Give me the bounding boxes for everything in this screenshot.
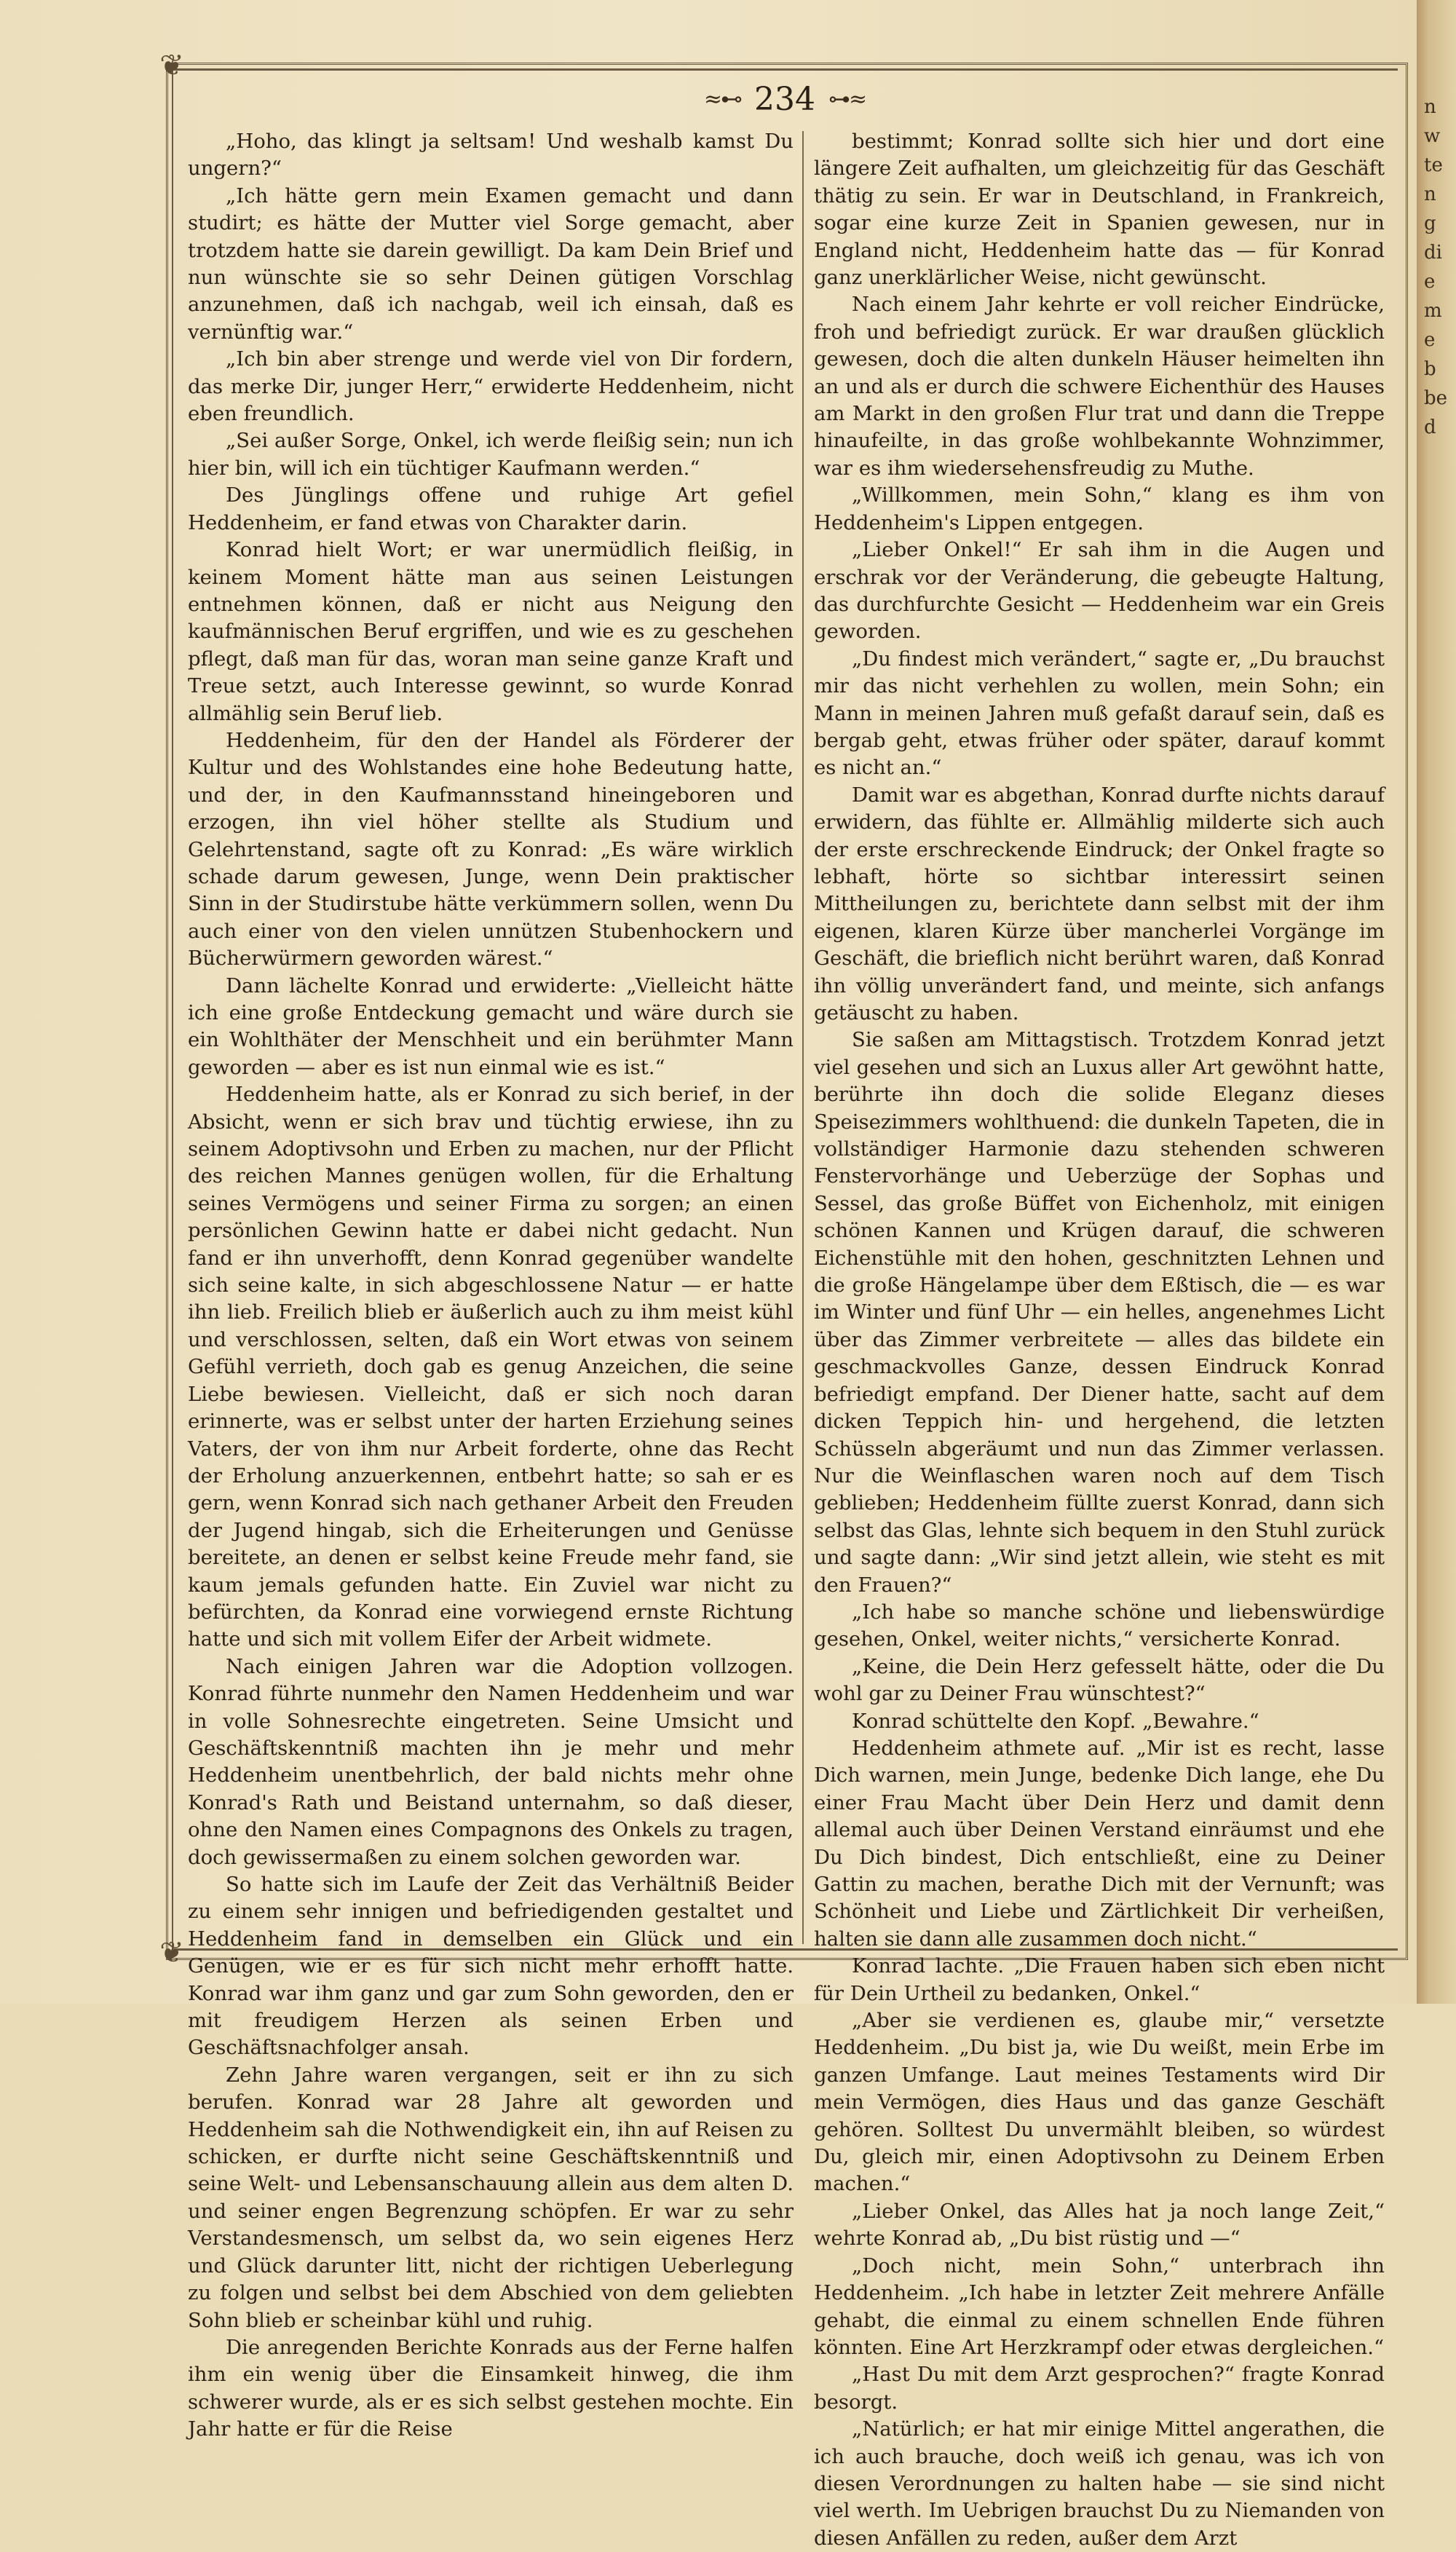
corner-ornament-icon: ❦ xyxy=(159,49,184,82)
paragraph: Nach einigen Jahren war die Adoption vollzogen. Konrad führte nunmehr den Namen Heddenheim und war in volle Sohnesrechte eingetreten. Seine Umsicht und Geschäftskenntniß machten ihn je mehr und mehr Heddenheim unentbehrlich, der bald nichts mehr ohne Konrad's Rath und Beistand unternahm, so daß dieser, ohne den Namen eines Compagnons des Onkels zu tragen, doch gewissermaßen zu einem solchen geworden war. xyxy=(188,1654,794,1869)
binding-text-fragment: te xyxy=(1424,154,1443,176)
paragraph: Sie saßen am Mittagstisch. Trotzdem Konrad jetzt viel gesehen und sich an Luxus aller Art gewöhnt hatte, berührte ihn doch die solide Eleganz dieses Speisezimmers wohlthuend: die dunkeln Tapeten, die in vollständiger Harmonie dazu stehenden schweren Fenstervorhänge und Ueberzüge der Sophas und Sessel, das große Büffet von Eichenholz, mit einigen schönen Kannen und Krügen darauf, die schweren Eichenstühle mit den hohen, geschnitzten Lehnen und die große Hängelampe über dem Eßtisch, die — es war im Winter und fünf Uhr — ein helles, angenehmes Licht über das Zimmer verbreitete — alles das bildete ein geschmackvolles Ganze, dessen Eindruck Konrad befriedigt empfand. Der Diener hatte, sacht auf dem dicken Teppich hin- und hergehend, die letzten Schüsseln abgeräumt und nun das Zimmer verlassen. Nur die Weinflaschen waren noch auf dem Tisch geblieben; Heddenheim füllte zuerst Konrad, dann sich selbst das Glas, lehnte sich bequem in den Stuhl zurück und sagte dann: „Wir sind jetzt allein, wie steht es mit den Frauen?“ xyxy=(814,1028,1385,1597)
paragraph: Heddenheim, für den der Handel als Förderer der Kultur und des Wohlstandes eine hohe Bedeutung hatte, und der, in den Kaufmannsstand hineingeboren und erzogen, ihn viel höher stellte als Studium und Gelehrtenstand, sagte oft zu Konrad: „Es wäre wirklich schade darum gewesen, Junge, wenn Dein praktischer Sinn in der Studirstube hätte verkümmern sollen, wenn Du auch einer von den vielen unnützen Stubenhockern und Bücherwürmern geworden wärest.“ xyxy=(188,728,794,971)
paragraph: Die anregenden Berichte Konrads aus der Ferne halfen ihm ein wenig über die Einsamkeit hinweg, die ihm schwerer wurde, als er es sich selbst gestehen mochte. Ein Jahr hatte er für die Reise xyxy=(188,2335,794,2441)
binding-text-fragment: n xyxy=(1424,96,1436,118)
paragraph: Dann lächelte Konrad und erwiderte: „Vielleicht hätte ich eine große Entdeckung gemacht und wäre durch sie ein Wohlthäter der Menschheit und ein berühmter Mann geworden — aber es ist nun einmal wie es ist.“ xyxy=(188,973,794,1079)
binding-text-fragment: w xyxy=(1424,125,1441,147)
page-border-top-rule xyxy=(172,68,1398,71)
paragraph: „Lieber Onkel!“ Er sah ihm in die Augen und erschrak vor der Veränderung, die gebeugte Haltung, das durchfurchte Gesicht — Heddenheim war ein Greis geworden. xyxy=(814,538,1385,644)
paragraph: Des Jünglings offene und ruhige Art gefiel Heddenheim, er fand etwas von Charakter darin. xyxy=(188,483,794,534)
binding-text-fragment: di xyxy=(1424,242,1442,264)
paragraph: Heddenheim hatte, als er Konrad zu sich berief, in der Absicht, wenn er sich brav und tüchtig erwiese, ihn zu seinem Adoptivsohn und Erben zu machen, nur der Pflicht des reichen Mannes genügen wollen, für die Erhaltung seines Vermögens und seiner Firma zu sorgen; an einen persönlichen Gewinn hatte er dabei nicht gedacht. Nun fand er ihn unverhofft, denn Konrad gegenüber wandelte sich seine kalte, in sich abgeschlossene Natur — er hatte ihn lieb. Freilich blieb er äußerlich auch zu ihm meist kühl und verschlossen, selten, daß ein Wort etwas von seinem Gefühl verrieth, doch gab es genug Anzeichen, die seine Liebe bewiesen. Vielleicht, daß er sich noch daran erinnerte, was er selbst unter der harten Erziehung seines Vaters, der von ihm nur Arbeit forderte, ohne das Recht der Erholung anzuerkennen, entbehrt hatte; so sah er es gern, wenn Konrad sich nach gethaner Arbeit den Freuden der Jugend hingab, sich die Erheiterungen und Genüsse bereitete, an denen er selbst keine Freude mehr fand, sie kaum jemals gefunden hatte. Ein Zuviel war nicht zu befürchten, da Konrad eine vorwiegend ernste Richtung hatte und sich mit vollem Eifer der Arbeit widmete. xyxy=(188,1083,794,1651)
paragraph: Damit war es abgethan, Konrad durfte nichts darauf erwidern, das fühlte er. Allmählig milderte sich auch der erste erschreckende Eindruck; der Onkel fragte so lebhaft, hörte so sichtbar interessirt seinen Mittheilungen zu, berichtete dann selbst mit der ihm eigenen, klaren Kürze über mancherlei Vorgänge im Geschäft, die brieflich nicht berührt waren, daß Konrad ihn völlig unverändert fand, und meinte, sich anfangs getäuscht zu haben. xyxy=(814,783,1385,1024)
paragraph: „Hoho, das klingt ja seltsam! Und weshalb kamst Du ungern?“ xyxy=(188,130,794,181)
paragraph: „Du findest mich verändert,“ sagte er, „Du brauchst mir das nicht verhehlen zu wollen, mein Sohn; ein Mann in meinen Jahren muß gefaßt darauf sein, daß es bergab geht, etwas früher oder später, darauf kommt es nicht an.“ xyxy=(814,647,1385,780)
paragraph: „Natürlich; er hat mir einige Mittel angerathen, die ich auch brauche, doch weiß ich genau, was ich von diesen Verordnungen zu halten habe — sie sind nicht viel werth. Im Uebrigen brauchst Du zu Niemanden von diesen Anfällen zu reden, außer dem Arzt xyxy=(814,2417,1385,2550)
left-text-column xyxy=(188,128,794,2441)
paragraph: „Ich hätte gern mein Examen gemacht und dann studirt; es hätte der Mutter viel Sorge gemacht, aber trotzdem hatte sie darein gewilligt. Da kam Dein Brief und nun wünschte sie so sehr Deinen gütigen Vorschlag anzunehmen, daß ich nachgab, weil ich einsah, daß es vernünftig war.“ xyxy=(188,183,794,344)
paragraph: „Ich bin aber strenge und werde viel von Dir fordern, das merke Dir, junger Herr,“ erwiderte Heddenheim, nicht eben freundlich. xyxy=(188,347,794,426)
column-divider xyxy=(802,131,804,1944)
binding-text-fragment: m xyxy=(1424,300,1442,322)
paragraph: „Lieber Onkel, das Alles hat ja noch lange Zeit,“ wehrte Konrad ab, „Du bist rüstig und —“ xyxy=(814,2199,1385,2251)
paragraph: Heddenheim athmete auf. „Mir ist es recht, lasse Dich warnen, mein Junge, bedenke Dich lange, ehe Du einer Frau Macht über Dein Herz und damit denn allemal auch über Deinen Verstand einräumst und ehe Du Dich bindest, Dich entschließt, eine zu Deiner Gattin zu machen, berathe Dich mit der Vernunft; was Schönheit und Liebe und Zärtlichkeit Dir verheißen, halten sie dann alle zusammen doch nicht.“ xyxy=(814,1736,1385,1951)
binding-text-fragment: e xyxy=(1424,271,1436,293)
paragraph: So hatte sich im Laufe der Zeit das Verhältniß Beider zu einem sehr innigen und befriedigenden gestaltet und Heddenheim fand in demselben ein Glück und ein Genügen, wie er es für sich nicht mehr erhofft hatte. Konrad war ihm ganz und gar zum Sohn geworden, den er mit freudigem Herzen als seinen Erben und Geschäftsnachfolger ansah. xyxy=(188,1873,794,2060)
paragraph: „Hast Du mit dem Arzt gesprochen?“ fragte Konrad besorgt. xyxy=(814,2363,1385,2414)
adjacent-page-binding xyxy=(1417,0,1456,2004)
binding-text-fragment: n xyxy=(1424,183,1436,205)
binding-text-fragment: d xyxy=(1424,416,1436,438)
binding-text-fragment: e xyxy=(1424,329,1436,351)
paragraph: Zehn Jahre waren vergangen, seit er ihn zu sich berufen. Konrad war 28 Jahre alt geworden und Heddenheim sah die Nothwendigkeit ein, ihn auf Reisen zu schicken, er durfte nicht seine Geschäftskenntniß und seine Welt- und Lebensanschauung allein aus dem alten D. und seiner engen Begrenzung schöpfen. Er war zu sehr Verstandesmensch, um selbst da, wo sein eigenes Herz und Glück darunter litt, nicht der richtigen Ueberlegung zu folgen und selbst bei dem Abschied von dem geliebten Sohn blieb er scheinbar kühl und ruhig. xyxy=(188,2063,794,2332)
paragraph: Konrad lachte. „Die Frauen haben sich eben nicht für Dein Urtheil zu bedanken, Onkel.“ xyxy=(814,1954,1385,2005)
paragraph: Konrad schüttelte den Kopf. „Bewahre.“ xyxy=(852,1709,1259,1733)
paragraph: „Sei außer Sorge, Onkel, ich werde fleißig sein; nun ich hier bin, will ich ein tüchtiger Kaufmann werden.“ xyxy=(188,429,794,480)
binding-text-fragment: g xyxy=(1424,213,1436,234)
binding-text-fragment: be xyxy=(1424,387,1448,409)
page-border-left-rule xyxy=(172,68,173,1950)
paragraph: Nach einem Jahr kehrte er voll reicher Eindrücke, froh und befriedigt zurück. Er war draußen glücklich gewesen, doch die alten dunkeln Häuser heimelten ihn an und als er durch die schwere Eichenthür des Hauses am Markt in den großen Flur trat und dann die Treppe hinaufeilte, in das große wohlbekannte Wohnzimmer, war es ihm wiedersehensfreudig zu Muthe. xyxy=(814,293,1385,480)
right-text-column xyxy=(814,128,1385,2550)
paragraph: „Aber sie verdienen es, glaube mir,“ versetzte Heddenheim. „Du bist ja, wie Du weißt, mein Erbe im ganzen Umfange. Laut meines Testaments wird Dir mein Vermögen, dies Haus und das ganze Geschäft gehören. Solltest Du unvermählt bleiben, so würdest Du, gleich mir, einen Adoptivsohn zu Deinem Erben machen.“ xyxy=(814,2009,1385,2196)
paragraph: „Keine, die Dein Herz gefesselt hätte, oder die Du wohl gar zu Deiner Frau wünschtest?“ xyxy=(814,1654,1385,1706)
binding-text-fragment: b xyxy=(1424,358,1436,380)
corner-ornament-icon: ❦ xyxy=(159,1936,184,1970)
paragraph: Konrad hielt Wort; er war unermüdlich fleißig, in keinem Moment hätte man aus seinen Leistungen entnehmen können, daß er nicht aus Neigung den kaufmännischen Beruf ergriffen, und wie es zu geschehen pflegt, daß man für das, woran man seine ganze Kraft und Treue setzt, auch Interesse gewinnt, so wurde Konrad allmählig sein Beruf lieb. xyxy=(188,538,794,725)
page-number: 234 xyxy=(754,80,815,118)
header-flourish-left: ≈⊷ xyxy=(703,86,741,112)
page-header xyxy=(172,76,1398,122)
paragraph: „Ich habe so manche schöne und liebenswürdige gesehen, Onkel, weiter nichts,“ versicherte Konrad. xyxy=(814,1600,1385,1651)
paragraph: bestimmt; Konrad sollte sich hier und dort eine längere Zeit aufhalten, um gleichzeitig für das Geschäft thätig zu sein. Er war in Deutschland, in Frankreich, sogar eine kurze Zeit in Spanien gewesen, nur in England nicht, Heddenheim hatte das — für Konrad ganz unerklärlicher Weise, nicht gewünscht. xyxy=(814,130,1385,290)
paragraph: „Doch nicht, mein Sohn,“ unterbrach ihn Heddenheim. „Ich habe in letzter Zeit mehrere Anfälle gehabt, die einmal zu einem schnellen Ende führen könnten. Eine Art Herzkrampf oder etwas dergleichen.“ xyxy=(814,2253,1385,2359)
header-flourish-right: ⊶≈ xyxy=(828,86,866,112)
paragraph: „Willkommen, mein Sohn,“ klang es ihm von Heddenheim's Lippen entgegen. xyxy=(814,483,1385,534)
